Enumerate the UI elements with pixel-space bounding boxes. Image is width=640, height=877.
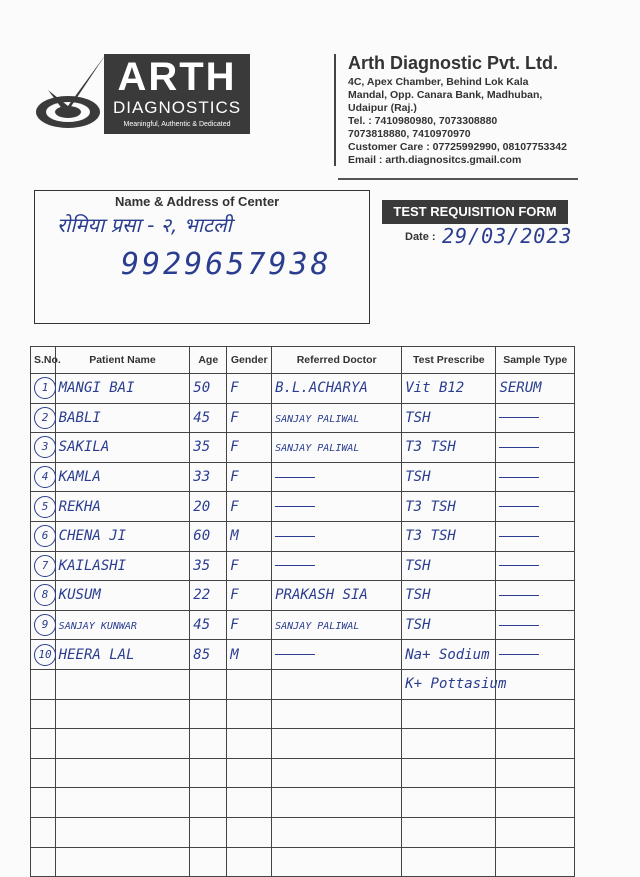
age-cell xyxy=(190,581,227,611)
sno-cell xyxy=(31,433,56,463)
ditto-mark xyxy=(499,447,539,448)
table-row xyxy=(31,640,575,670)
empty-cell xyxy=(272,699,402,729)
test-cell xyxy=(402,374,496,404)
gender-cell xyxy=(227,669,272,699)
age-text: 50 xyxy=(193,380,211,397)
patient-name-text: KUSUM xyxy=(58,587,101,604)
empty-cell xyxy=(190,699,227,729)
sno-cell xyxy=(31,492,56,522)
age-text: 35 xyxy=(193,557,211,574)
age-cell xyxy=(190,403,227,433)
empty-cell xyxy=(227,817,272,847)
ditto-mark xyxy=(499,654,539,655)
empty-cell xyxy=(190,729,227,759)
age-cell xyxy=(190,669,227,699)
email-line: Email : arth.diagnositcs.gmail.com xyxy=(348,154,522,166)
gender-cell xyxy=(227,581,272,611)
test-text: TSH xyxy=(405,469,431,486)
patient-name-cell xyxy=(55,610,190,640)
age-text: 20 xyxy=(193,498,211,515)
center-phone: 9929657938 xyxy=(121,247,332,282)
gender-text: F xyxy=(230,587,239,604)
header-test-prescribe: Test Prescribe xyxy=(402,347,496,374)
empty-cell xyxy=(227,699,272,729)
ditto-mark xyxy=(275,536,315,537)
sno-cell xyxy=(31,374,56,404)
table-row xyxy=(31,669,575,699)
patient-name-cell xyxy=(55,640,190,670)
table-row xyxy=(31,433,575,463)
age-cell xyxy=(190,462,227,492)
gender-cell xyxy=(227,610,272,640)
gender-cell xyxy=(227,640,272,670)
sno-circle: 5 xyxy=(34,496,56,518)
sno-cell xyxy=(31,640,56,670)
patient-name-text: SAKILA xyxy=(58,439,110,456)
doctor-cell xyxy=(272,669,402,699)
gender-cell xyxy=(227,492,272,522)
age-text: 85 xyxy=(193,646,211,663)
table-row xyxy=(31,758,575,788)
empty-cell xyxy=(190,758,227,788)
empty-cell xyxy=(496,699,575,729)
table-row xyxy=(31,847,575,877)
doctor-cell xyxy=(272,610,402,640)
sno-circle: 1 xyxy=(34,377,56,399)
sno-cell xyxy=(31,551,56,581)
sample-text: SERUM xyxy=(499,380,542,397)
age-text: 33 xyxy=(193,469,211,486)
table-row xyxy=(31,610,575,640)
doctor-text: SANJAY PALIWAL xyxy=(275,413,360,425)
header-divider xyxy=(334,54,336,166)
age-cell xyxy=(190,640,227,670)
ditto-mark xyxy=(499,625,539,626)
gender-text: F xyxy=(230,380,239,397)
gender-text: F xyxy=(230,617,239,634)
sno-cell xyxy=(31,403,56,433)
gender-cell xyxy=(227,403,272,433)
sample-cell xyxy=(496,462,575,492)
date-value: 29/03/2023 xyxy=(442,224,573,248)
sno-circle: 2 xyxy=(34,407,56,429)
center-name: रोमिया प्रसा - २, भाटली xyxy=(57,213,232,237)
age-text: 35 xyxy=(193,439,211,456)
empty-cell xyxy=(227,788,272,818)
sno-cell xyxy=(31,581,56,611)
patient-name-cell xyxy=(55,492,190,522)
doctor-cell xyxy=(272,462,402,492)
empty-cell xyxy=(272,788,402,818)
address-line: Udaipur (Raj.) xyxy=(348,102,417,114)
patient-name-cell xyxy=(55,374,190,404)
sno-circle: 3 xyxy=(34,436,56,458)
sno-circle: 10 xyxy=(34,644,56,666)
doctor-cell xyxy=(272,581,402,611)
empty-cell xyxy=(190,847,227,877)
test-cell xyxy=(402,403,496,433)
sample-cell xyxy=(496,433,575,463)
address-line: 4C, Apex Chamber, Behind Lok Kala xyxy=(348,76,529,88)
age-cell xyxy=(190,433,227,463)
test-text: TSH xyxy=(405,617,431,634)
patient-name-cell xyxy=(55,433,190,463)
empty-cell xyxy=(55,788,190,818)
header-sample-type: Sample Type xyxy=(496,347,575,374)
test-text: TSH xyxy=(405,557,431,574)
test-text: TSH xyxy=(405,409,431,426)
test-text: T3 TSH xyxy=(405,528,456,545)
header-sno: S.No. xyxy=(31,347,56,374)
gender-cell xyxy=(227,374,272,404)
table-row xyxy=(31,492,575,522)
sno-circle: 8 xyxy=(34,584,56,606)
patient-name-text: KAMLA xyxy=(58,469,101,486)
gender-text: F xyxy=(230,439,239,456)
phone-line: Tel. : 7410980980, 7073308880 xyxy=(348,115,498,127)
gender-text: M xyxy=(230,646,239,663)
patient-name-cell xyxy=(55,462,190,492)
age-cell xyxy=(190,374,227,404)
doctor-cell xyxy=(272,551,402,581)
empty-cell xyxy=(402,847,496,877)
test-text: T3 TSH xyxy=(405,498,456,515)
table-row xyxy=(31,817,575,847)
sno-circle: 4 xyxy=(34,466,56,488)
header-referred-doctor: Referred Doctor xyxy=(272,347,402,374)
test-cell xyxy=(402,581,496,611)
doctor-cell xyxy=(272,640,402,670)
test-text: TSH xyxy=(405,587,431,604)
empty-cell xyxy=(31,699,56,729)
sample-cell xyxy=(496,403,575,433)
test-cell xyxy=(402,610,496,640)
doctor-cell xyxy=(272,433,402,463)
sample-cell xyxy=(496,610,575,640)
empty-cell xyxy=(272,817,402,847)
patient-name-cell xyxy=(55,403,190,433)
patient-name-cell xyxy=(55,581,190,611)
sample-cell xyxy=(496,669,575,699)
logo-sub: DIAGNOSTICS xyxy=(112,98,242,117)
patient-name-cell xyxy=(55,521,190,551)
gender-text: F xyxy=(230,409,239,426)
table-row xyxy=(31,788,575,818)
header-gender: Gender xyxy=(227,347,272,374)
doctor-text: PRAKASH SIA xyxy=(275,587,368,604)
ditto-mark xyxy=(275,565,315,566)
empty-cell xyxy=(227,729,272,759)
table-row xyxy=(31,462,575,492)
ditto-mark xyxy=(499,417,539,418)
age-text: 45 xyxy=(193,409,211,426)
empty-cell xyxy=(227,758,272,788)
header-patient-name: Patient Name xyxy=(55,347,190,374)
doctor-text: B.L.ACHARYA xyxy=(275,380,368,397)
empty-cell xyxy=(402,817,496,847)
patient-table xyxy=(30,346,575,877)
empty-cell xyxy=(31,788,56,818)
ditto-mark xyxy=(275,477,315,478)
empty-cell xyxy=(496,817,575,847)
gender-text: M xyxy=(230,528,239,545)
test-cell xyxy=(402,462,496,492)
age-text: 45 xyxy=(193,617,211,634)
ditto-mark xyxy=(275,654,315,655)
empty-cell xyxy=(402,758,496,788)
empty-cell xyxy=(402,788,496,818)
table-row xyxy=(31,403,575,433)
patient-name-cell xyxy=(55,669,190,699)
phone-line: 7073818880, 7410970970 xyxy=(348,128,471,140)
patient-name-text: HEERA LAL xyxy=(58,646,135,663)
doctor-text: SANJAY PALIWAL xyxy=(275,443,360,455)
header-rule xyxy=(338,178,578,180)
empty-cell xyxy=(496,847,575,877)
age-text: 60 xyxy=(193,528,211,545)
table-row xyxy=(31,581,575,611)
gender-cell xyxy=(227,462,272,492)
company-name: Arth Diagnostic Pvt. Ltd. xyxy=(348,53,559,73)
sno-cell xyxy=(31,669,56,699)
gender-cell xyxy=(227,551,272,581)
customer-care-line: Customer Care : 07725992990, 08107753342 xyxy=(348,141,567,153)
empty-cell xyxy=(190,788,227,818)
gender-text: F xyxy=(230,557,239,574)
center-title: Name & Address of Center xyxy=(115,194,280,209)
empty-cell xyxy=(496,788,575,818)
logo-word: ARTH xyxy=(117,55,237,99)
empty-cell xyxy=(272,847,402,877)
empty-cell xyxy=(31,729,56,759)
empty-cell xyxy=(55,699,190,729)
logo-tagline: Meaningful, Authentic & Dedicated xyxy=(123,121,231,128)
patient-name-text: MANGI BAI xyxy=(58,380,135,397)
patient-name-text: CHENA JI xyxy=(58,528,127,545)
patient-name-cell xyxy=(55,551,190,581)
empty-cell xyxy=(402,729,496,759)
table-header-row xyxy=(31,347,575,374)
empty-cell xyxy=(31,847,56,877)
test-text: T3 TSH xyxy=(405,439,456,456)
patient-name-text: KAILASHI xyxy=(58,557,127,574)
ditto-mark xyxy=(499,477,539,478)
gender-text: F xyxy=(230,498,239,515)
empty-cell xyxy=(190,817,227,847)
address-line: Mandal, Opp. Canara Bank, Madhuban, xyxy=(348,89,543,101)
gender-cell xyxy=(227,521,272,551)
empty-cell xyxy=(402,699,496,729)
company-info xyxy=(348,52,633,167)
sample-cell xyxy=(496,492,575,522)
doctor-text: SANJAY PALIWAL xyxy=(275,621,360,633)
table-row xyxy=(31,374,575,404)
doctor-cell xyxy=(272,374,402,404)
empty-cell xyxy=(31,758,56,788)
test-cell xyxy=(402,433,496,463)
center-address-box xyxy=(34,190,370,324)
test-text: Na+ Sodium xyxy=(405,646,490,663)
age-cell xyxy=(190,610,227,640)
test-text: Vit B12 xyxy=(405,380,465,397)
form-title: TEST REQUISITION FORM xyxy=(382,200,568,224)
test-cell xyxy=(402,640,496,670)
test-cell xyxy=(402,521,496,551)
company-logo xyxy=(34,50,252,140)
test-cell xyxy=(402,669,507,699)
empty-cell xyxy=(55,847,190,877)
gender-cell xyxy=(227,433,272,463)
empty-cell xyxy=(31,817,56,847)
doctor-cell xyxy=(272,521,402,551)
sno-circle: 6 xyxy=(34,525,56,547)
doctor-cell xyxy=(272,403,402,433)
test-cell xyxy=(402,551,496,581)
ditto-mark xyxy=(499,536,539,537)
sno-circle: 9 xyxy=(34,614,56,636)
age-text: 22 xyxy=(193,587,211,604)
target-check-icon xyxy=(34,50,110,140)
table-row xyxy=(31,551,575,581)
empty-cell xyxy=(55,729,190,759)
age-cell xyxy=(190,492,227,522)
empty-cell xyxy=(55,817,190,847)
test-cell xyxy=(402,492,496,522)
patient-name-text: BABLI xyxy=(58,409,101,426)
doctor-cell xyxy=(272,492,402,522)
sample-cell xyxy=(496,374,575,404)
empty-cell xyxy=(227,847,272,877)
ditto-mark xyxy=(499,595,539,596)
gender-text: F xyxy=(230,469,239,486)
age-cell xyxy=(190,551,227,581)
table-row xyxy=(31,729,575,759)
ditto-mark xyxy=(499,506,539,507)
sno-cell xyxy=(31,521,56,551)
age-cell xyxy=(190,521,227,551)
table-row xyxy=(31,521,575,551)
sample-cell xyxy=(496,551,575,581)
empty-cell xyxy=(272,758,402,788)
sno-circle: 7 xyxy=(34,555,56,577)
sample-cell xyxy=(496,521,575,551)
empty-cell xyxy=(496,729,575,759)
empty-cell xyxy=(496,758,575,788)
table-row xyxy=(31,699,575,729)
ditto-mark xyxy=(275,506,315,507)
patient-name-text: REKHA xyxy=(58,498,101,515)
header-age: Age xyxy=(190,347,227,374)
ditto-mark xyxy=(499,565,539,566)
empty-cell xyxy=(55,758,190,788)
sample-cell xyxy=(496,581,575,611)
sno-cell xyxy=(31,462,56,492)
patient-name-text: SANJAY KUNWAR xyxy=(58,621,137,633)
sno-cell xyxy=(31,610,56,640)
date-label: Date : xyxy=(405,231,436,243)
empty-cell xyxy=(272,729,402,759)
sample-cell xyxy=(496,640,575,670)
test-text: K+ Pottasium xyxy=(405,676,507,693)
